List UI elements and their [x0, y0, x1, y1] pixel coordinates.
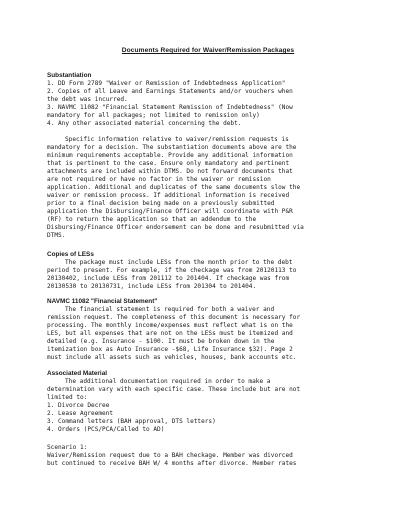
paragraph-line: remission request. The completeness of this document is necessary for — [47, 314, 301, 321]
paragraph-line: processing. The monthly income/expenses must reflect what is on the — [47, 322, 293, 329]
paragraph-line: DTMS. — [47, 232, 66, 239]
substantiation-heading: Substantiation — [47, 72, 92, 79]
copies-of-les-section — [47, 251, 377, 291]
paragraph-line: 20130402, include LESs from 201112 to 201404. If checkage was from — [47, 275, 290, 282]
paragraph-line: determination vary with each specific case. These include but are not — [47, 386, 301, 393]
paragraph-line: period to present. For example, if the checkage was from 20120113 to — [47, 267, 297, 274]
paragraph-line: application. Additional and duplicates of the same documents slow the — [47, 184, 301, 191]
specific-info-paragraph — [47, 136, 377, 240]
paragraph-line: (RF) to return the application so that an addendum to the — [47, 216, 257, 223]
paragraph-line: that is pertinent to the case. Ensure only mandatory and pertinent — [47, 160, 290, 167]
associated-material-section — [47, 370, 377, 434]
document-title: Documents Required for Waiver/Remission Packages — [121, 47, 295, 54]
substantiation-section — [47, 72, 377, 128]
paragraph-line: LES, but all expenses that are not on the LESs must be itemized and — [47, 330, 293, 337]
paragraph-line: 20130530 to 20130731, include LESs from 201304 to 201404. — [47, 283, 257, 290]
paragraph-line: detailed (e.g. Insurance - $100. It must be broken down in the — [47, 338, 275, 345]
paragraph-line: The additional documentation required in order to make a — [65, 378, 271, 385]
paragraph-line: prior to a final decision being made on a previously submitted — [47, 200, 275, 207]
list-item: 3. Command letters (BAH approval, DTS letters) — [47, 418, 216, 425]
paragraph-line: waiver or remission process. If additional information is received — [47, 192, 290, 199]
paragraph-line: attachments are included within DTMS. Do not forward documents that — [47, 168, 293, 175]
paragraph-line: Waiver/Remission request due to a BAH checkage. Member was divorced — [47, 452, 293, 459]
paragraph-line: must include all assets such as vehicles, houses, bank accounts etc. — [47, 354, 297, 361]
copies-of-les-heading: Copies of LESs — [47, 251, 94, 258]
list-item: 4. Orders (PCS/PCA/Called to AD) — [47, 426, 165, 433]
paragraph-line: The financial statement is required for both a waiver and — [65, 306, 275, 313]
paragraph-line: The package must include LESs from the month prior to the debt — [65, 259, 293, 266]
scenario-heading: Scenario 1: — [47, 444, 88, 451]
substantiation-line: 4. Any other associated material concerning the debt. — [47, 120, 242, 127]
financial-statement-section — [47, 298, 377, 362]
list-item: 2. Lease Agreement — [47, 410, 114, 417]
substantiation-line: the debt was incurred. — [47, 96, 128, 103]
paragraph-line: Disbursing/Finance Officer endorsement can be done and resubmitted via — [47, 224, 304, 231]
substantiation-line: mandatory for all packages; not limited to remission only) — [47, 112, 260, 119]
list-item: 1. Divorce Decree — [47, 402, 110, 409]
substantiation-line: 1. DD Form 2789 "Waiver or Remission of Indebtedness Application" — [47, 80, 286, 87]
financial-statement-heading: NAVMC 11082 "Financial Statement" — [47, 298, 158, 305]
paragraph-line: application the Disbursing/Finance Officer will coordinate with P&R — [47, 208, 293, 215]
paragraph-line: but continued to receive BAH W/ 4 months after divorce. Member rates — [47, 460, 297, 467]
scenario-section — [47, 444, 377, 468]
substantiation-line: 3. NAVMC 11082 "Financial Statement Remission of Indebtedness" (Now — [47, 104, 293, 111]
associated-material-heading: Associated Material — [47, 370, 108, 377]
paragraph-line: mandatory for a decision. The substantiation documents above are the — [47, 144, 297, 151]
paragraph-line: minimum requirements acceptable. Provide any additional information — [47, 152, 293, 159]
substantiation-line: 2. Copies of all Leave and Earnings Statements and/or vouchers when — [47, 88, 293, 95]
paragraph-line: are not required or have no factor in the waiver or remission — [47, 176, 271, 183]
paragraph-line: limited to: — [47, 394, 88, 401]
paragraph-line: Specific information relative to waiver/remission requests is — [65, 136, 289, 143]
paragraph-line: itemization box as Auto Insurance -$68, Life Insurance $32). Page 2 — [47, 346, 293, 353]
